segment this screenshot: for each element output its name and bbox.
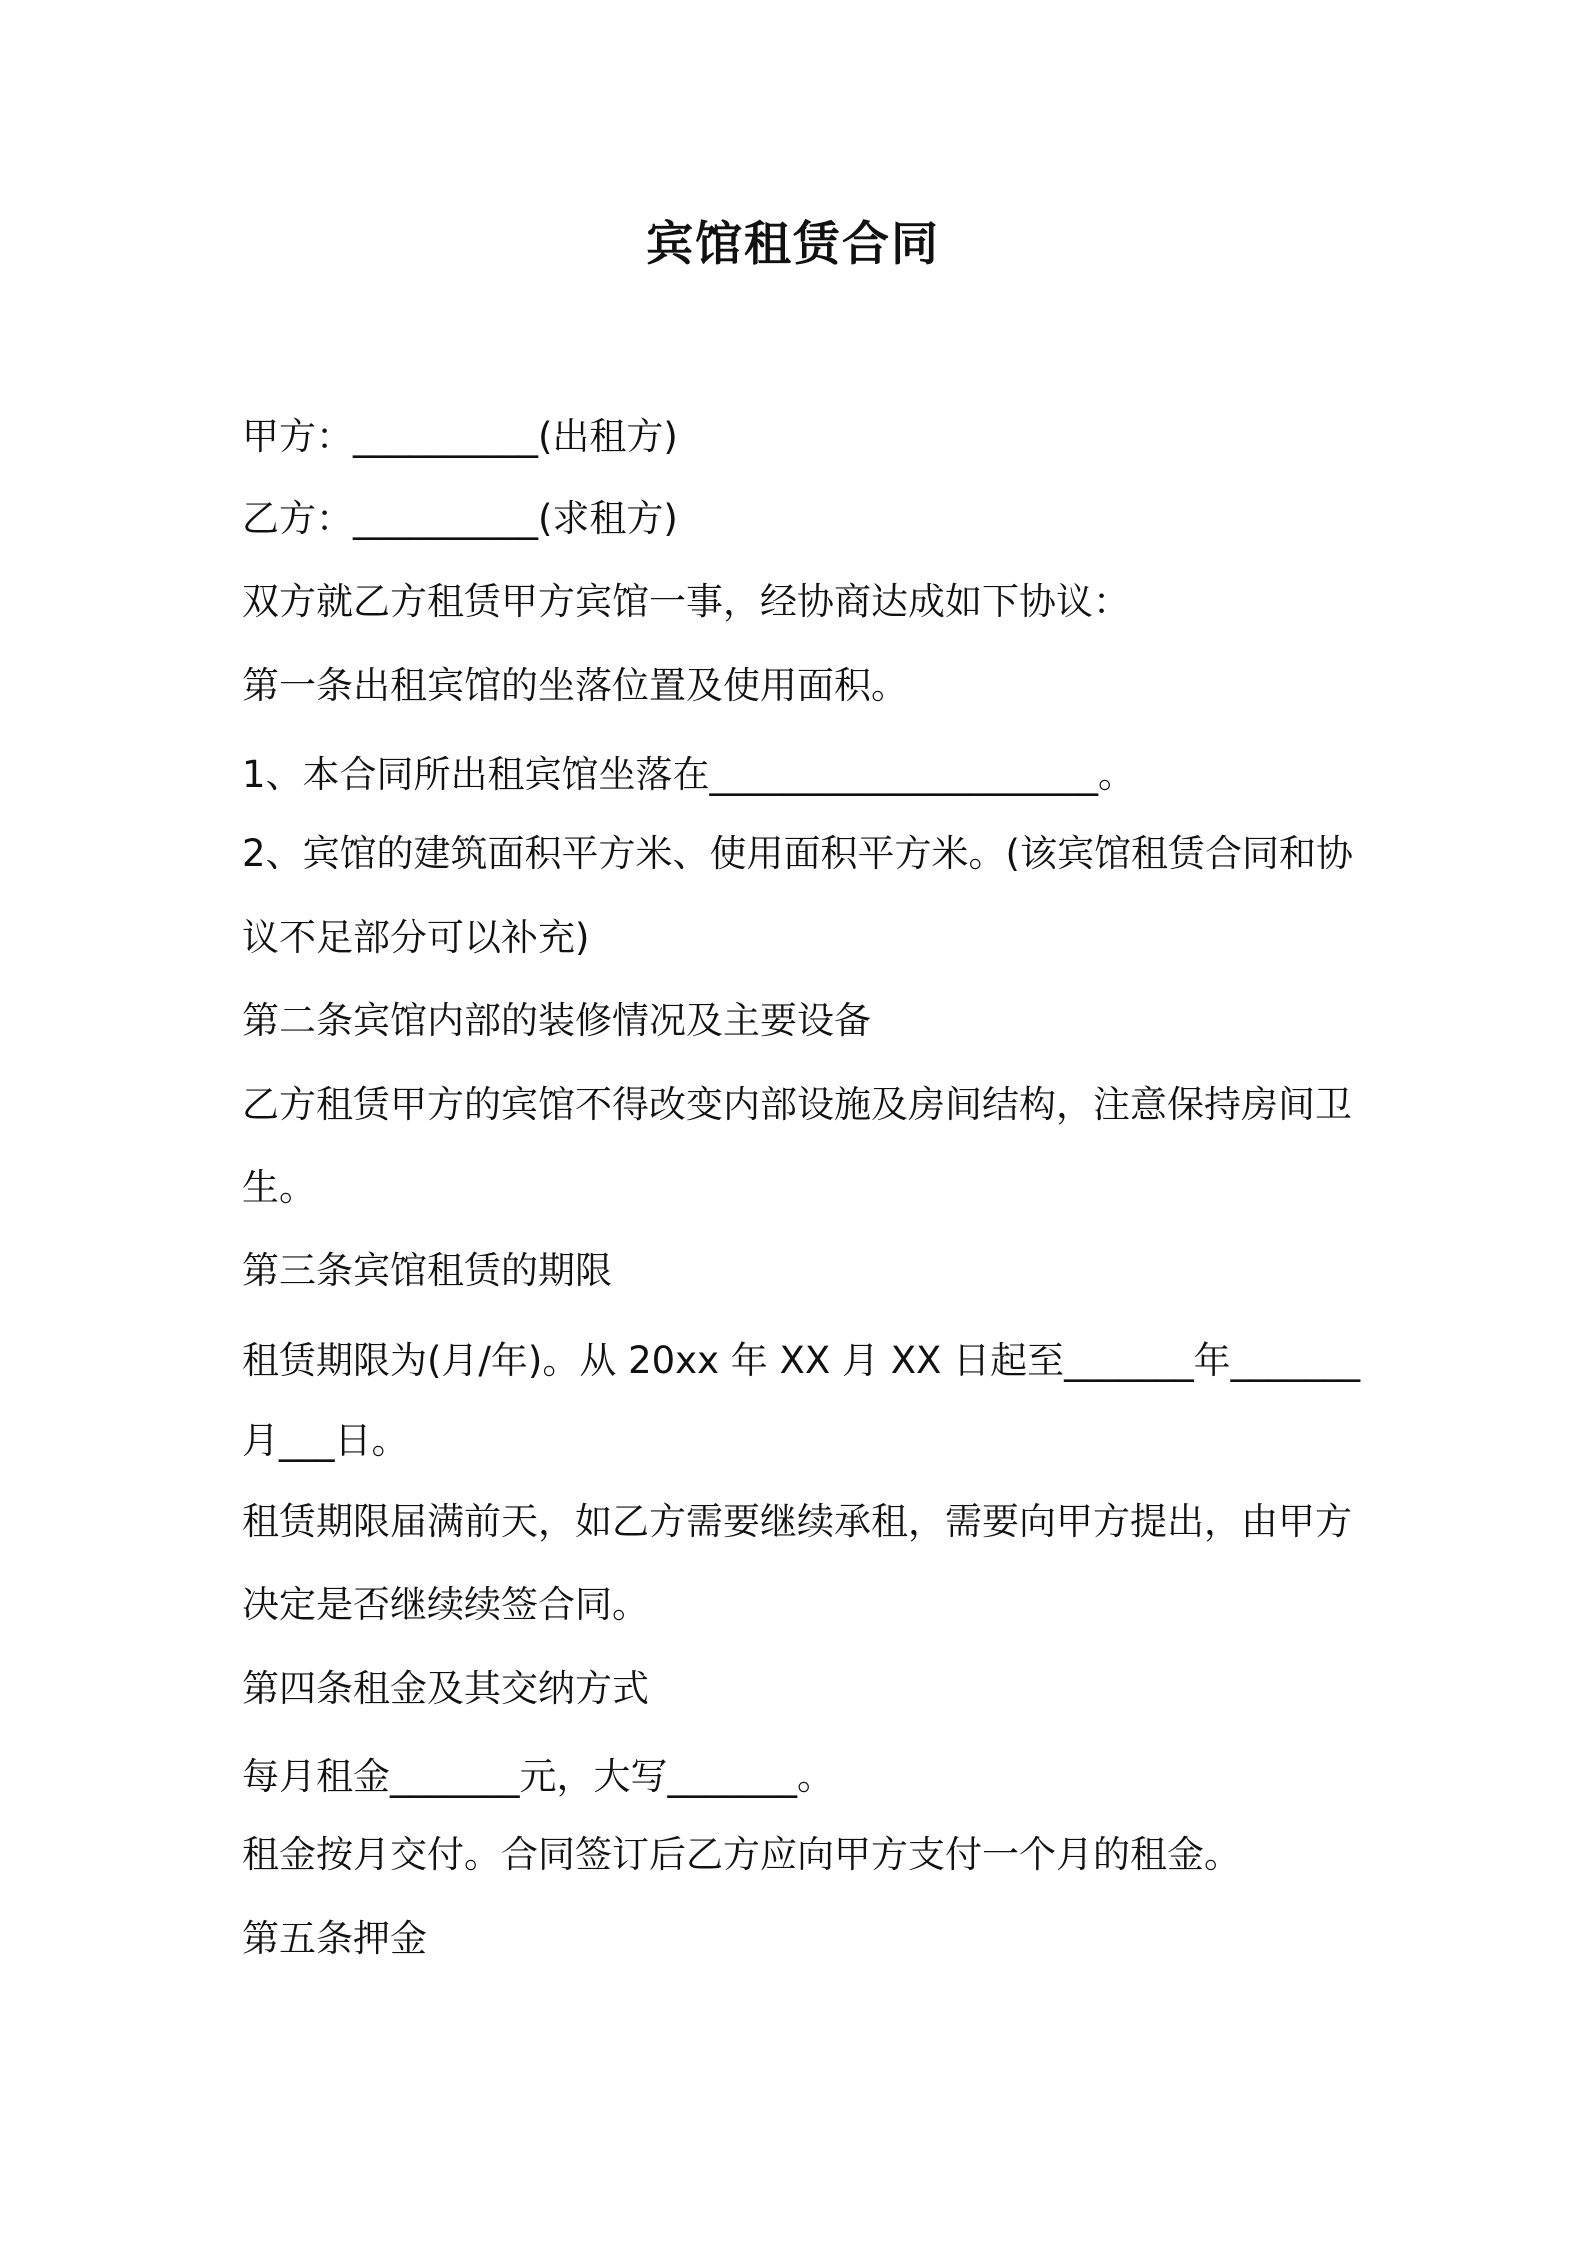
article-4-rent-amount: 每月租金_______元，大写_______。 [242,1755,834,1798]
article-4-heading: 第四条租金及其交纳方式 [242,1667,649,1710]
article-1-item-2: 2、宾馆的建筑面积平方米、使用面积平方米。(该宾馆租赁合同和协 [242,832,1353,875]
article-2-text: 乙方租赁甲方的宾馆不得改变内部设施及房间结构，注意保持房间卫 [242,1083,1352,1126]
party-b-line: 乙方：__________(求租方) [242,497,678,540]
article-3-term-continued: 月___日。 [242,1419,409,1462]
party-a-line: 甲方：__________(出租方) [242,415,678,458]
article-1-item-2-continued: 议不足部分可以补充) [242,916,590,959]
article-4-payment: 租金按月交付。合同签订后乙方应向甲方支付一个月的租金。 [242,1833,1241,1876]
article-3-renewal: 租赁期限届满前天，如乙方需要继续承租，需要向甲方提出，由甲方 [242,1500,1352,1543]
article-2-heading: 第二条宾馆内部的装修情况及主要设备 [242,999,871,1042]
article-3-renewal-continued: 决定是否继续续签合同。 [242,1583,649,1626]
article-3-heading: 第三条宾馆租赁的期限 [242,1249,612,1292]
document-title: 宾馆租赁合同 [646,217,940,272]
article-1-item-1: 1、本合同所出租宾馆坐落在_____________________。 [242,753,1136,796]
article-3-term: 租赁期限为(月/年)。从 20xx 年 XX 月 XX 日起至_______年_______ [242,1339,1361,1382]
article-5-heading: 第五条押金 [242,1917,427,1960]
agreement-intro: 双方就乙方租赁甲方宾馆一事，经协商达成如下协议： [242,580,1130,623]
article-2-text-continued: 生。 [242,1166,316,1209]
article-1-heading: 第一条出租宾馆的坐落位置及使用面积。 [242,664,908,707]
